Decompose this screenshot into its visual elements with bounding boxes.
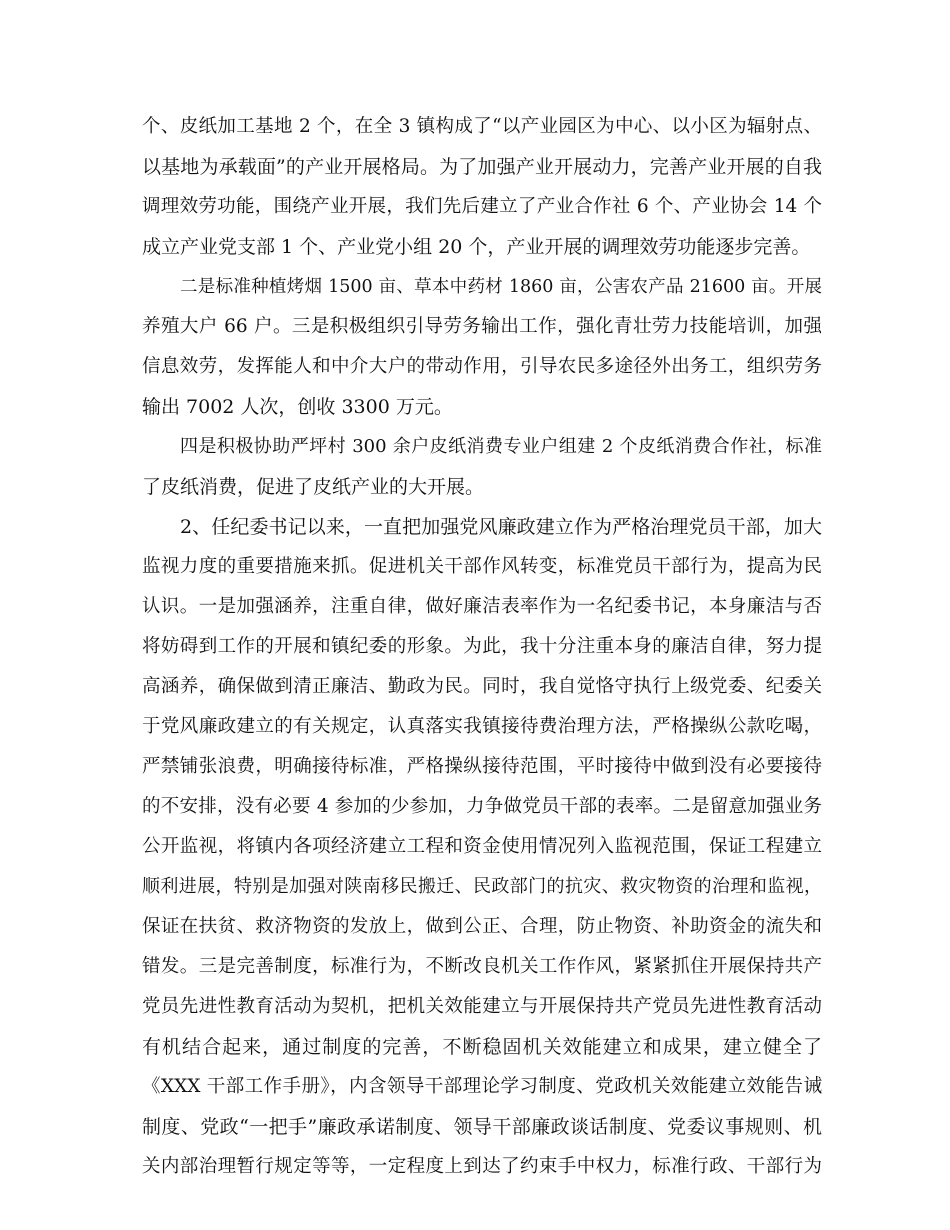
text-line: 严禁铺张浪费，明确接待标准，严格操纵接待范围，平时接待中做到没有必要接待 <box>142 756 822 777</box>
text-line: 认识。一是加强涵养，注重自律，做好廉洁表率作为一名纪委书记，本身廉洁与否 <box>142 596 822 617</box>
text-line: 将妨碍到工作的开展和镇纪委的形象。为此，我十分注重本身的廉洁自律，努力提 <box>142 636 822 657</box>
text-line: 有机结合起来，通过制度的完善，不断稳固机关效能建立和成果，建立健全了 <box>142 1036 822 1058</box>
text-line: 输出 7002 人次，创收 3300 万元。 <box>142 396 453 418</box>
text-line: 调理效劳功能，围绕产业开展，我们先后建立了产业合作社 6 个、产业协会 14 个 <box>142 196 822 217</box>
paragraph-first-line: 四是积极协助严坪村 300 余户皮纸消费专业户组建 2 个皮纸消费合作社，标准 <box>180 436 822 457</box>
text-line: 制度、党政“一把手”廉政承诺制度、领导干部廉政谈话制度、党委议事规则、机 <box>142 1116 822 1138</box>
text-line: 了皮纸消费，促进了皮纸产业的大开展。 <box>142 476 485 498</box>
text-line: 以基地为承载面”的产业开展格局。为了加强产业开展动力，完善产业开展的自我 <box>142 156 822 178</box>
text-line: 信息效劳，发挥能人和中介大户的带动作用，引导农民多途径外出务工，组织劳务 <box>142 356 822 377</box>
text-line: 成立产业党支部 1 个、产业党小组 20 个，产业开展的调理效劳功能逐步完善。 <box>142 236 811 258</box>
text-line: 养殖大户 66 户。三是积极组织引导劳务输出工作，强化青壮劳力技能培训，加强 <box>142 316 822 337</box>
text-line: 公开监视，将镇内各项经济建立工程和资金使用情况列入监视范围，保证工程建立 <box>142 836 822 857</box>
text-line: 关内部治理暂行规定等等，一定程度上到达了约束手中权力，标准行政、干部行为 <box>142 1156 822 1177</box>
text-line: 《XXX 干部工作手册》，内含领导干部理论学习制度、党政机关效能建立效能告诫 <box>142 1076 822 1097</box>
text-line: 于党风廉政建立的有关规定，认真落实我镇接待费治理方法，严格操纵公款吃喝， <box>142 716 822 737</box>
text-line: 党员先进性教育活动为契机，把机关效能建立与开展保持共产党员先进性教育活动 <box>142 996 822 1017</box>
text-line: 顺利进展，特别是加强对陕南移民搬迁、民政部门的抗灾、救灾物资的治理和监视， <box>142 876 822 897</box>
text-line: 个、皮纸加工基地 2 个，在全 3 镇构成了“以产业园区为中心、以小区为辐射点、 <box>142 116 822 137</box>
text-line: 的不安排，没有必要 4 参加的少参加，力争做党员干部的表率。二是留意加强业务 <box>142 796 822 817</box>
text-line: 监视力度的重要措施来抓。促进机关干部作风转变，标准党员干部行为，提高为民 <box>142 556 822 577</box>
document-body <box>142 107 822 1187</box>
paragraph-first-line: 2、任纪委书记以来，一直把加强党风廉政建立作为严格治理党员干部，加大 <box>180 516 822 538</box>
paragraph-first-line: 二是标准种植烤烟 1500 亩、草本中药材 1860 亩，公害农产品 21600 亩。开展 <box>180 277 822 297</box>
text-line: 错发。三是完善制度，标准行为，不断改良机关工作作风，紧紧抓住开展保持共产 <box>142 956 822 977</box>
text-line: 保证在扶贫、救济物资的发放上，做到公正、合理，防止物资、补助资金的流失和 <box>142 916 822 937</box>
text-line: 高涵养，确保做到清正廉洁、勤政为民。同时，我自觉恪守执行上级党委、纪委关 <box>142 676 822 697</box>
